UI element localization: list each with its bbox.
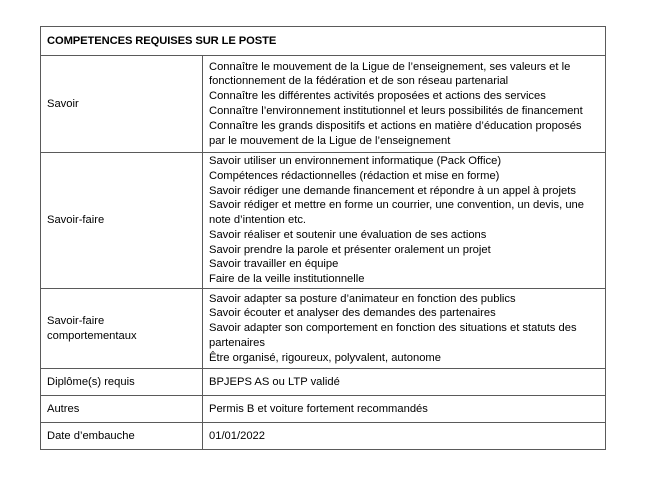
- row-label-diplome: Diplôme(s) requis: [41, 369, 203, 396]
- row-value-autres: Permis B et voiture fortement recommandés: [203, 396, 606, 423]
- list-item: Savoir réaliser et soutenir une évaluation de ses actions: [209, 228, 487, 241]
- row-content-savoir-faire: [203, 153, 606, 289]
- table-row-date-embauche: [41, 423, 606, 450]
- table-row-savoir: [41, 56, 606, 153]
- list-item: Connaître le mouvement de la Ligue de l’enseignement, ses valeurs et le fonctionnement de la fédération et de son réseau partenarial: [209, 60, 571, 88]
- list-item: Compétences rédactionnelles (rédaction et mise en forme): [209, 169, 500, 182]
- list-item: Connaître les grands dispositifs et actions en matière d’éducation proposés par le mouvement de la Ligue de l’enseignement: [209, 119, 582, 147]
- list-item: Savoir rédiger et mettre en forme un courrier, une convention, un devis, une note d’intention etc.: [209, 199, 584, 227]
- row-content-savoir-faire-comportementaux: [203, 289, 606, 369]
- row-label-date-embauche: Date d’embauche: [41, 423, 203, 450]
- row-label-savoir-faire-comportementaux: Savoir-faire comportementaux: [41, 289, 203, 369]
- competences-table: [40, 26, 606, 450]
- list-item: Être organisé, rigoureux, polyvalent, autonome: [209, 351, 441, 364]
- row-value-date-embauche: 01/01/2022: [203, 423, 606, 450]
- list-item: Savoir rédiger une demande financement et répondre à un appel à projets: [209, 184, 576, 197]
- row-value-diplome: BPJEPS AS ou LTP validé: [203, 369, 606, 396]
- list-item: Savoir prendre la parole et présenter oralement un projet: [209, 243, 491, 256]
- list-item: Connaître l’environnement institutionnel et leurs possibilités de financement: [209, 105, 583, 117]
- row-label-savoir: Savoir: [41, 56, 203, 153]
- list-item: Connaître les différentes activités proposées et actions des services: [209, 90, 546, 103]
- row-content-savoir: [203, 56, 606, 153]
- list-item: Savoir écouter et analyser des demandes des partenaires: [209, 307, 496, 320]
- table-title-row: [41, 27, 606, 56]
- table-title: COMPETENCES REQUISES SUR LE POSTE: [41, 27, 606, 56]
- list-item: Savoir travailler en équipe: [209, 258, 339, 271]
- list-item: Savoir adapter son comportement en fonction des situations et statuts des partenaires: [209, 322, 577, 349]
- list-item: Savoir adapter sa posture d’animateur en fonction des publics: [209, 292, 516, 305]
- list-item: Faire de la veille institutionnelle: [209, 273, 365, 286]
- table-row-autres: [41, 396, 606, 423]
- row-label-autres: Autres: [41, 396, 203, 423]
- table-row-diplome: [41, 369, 606, 396]
- table-row-savoir-faire: [41, 153, 606, 289]
- row-label-savoir-faire: Savoir-faire: [41, 153, 203, 289]
- table-row-savoir-faire-comportementaux: [41, 289, 606, 369]
- list-item: Savoir utiliser un environnement informatique (Pack Office): [209, 154, 502, 167]
